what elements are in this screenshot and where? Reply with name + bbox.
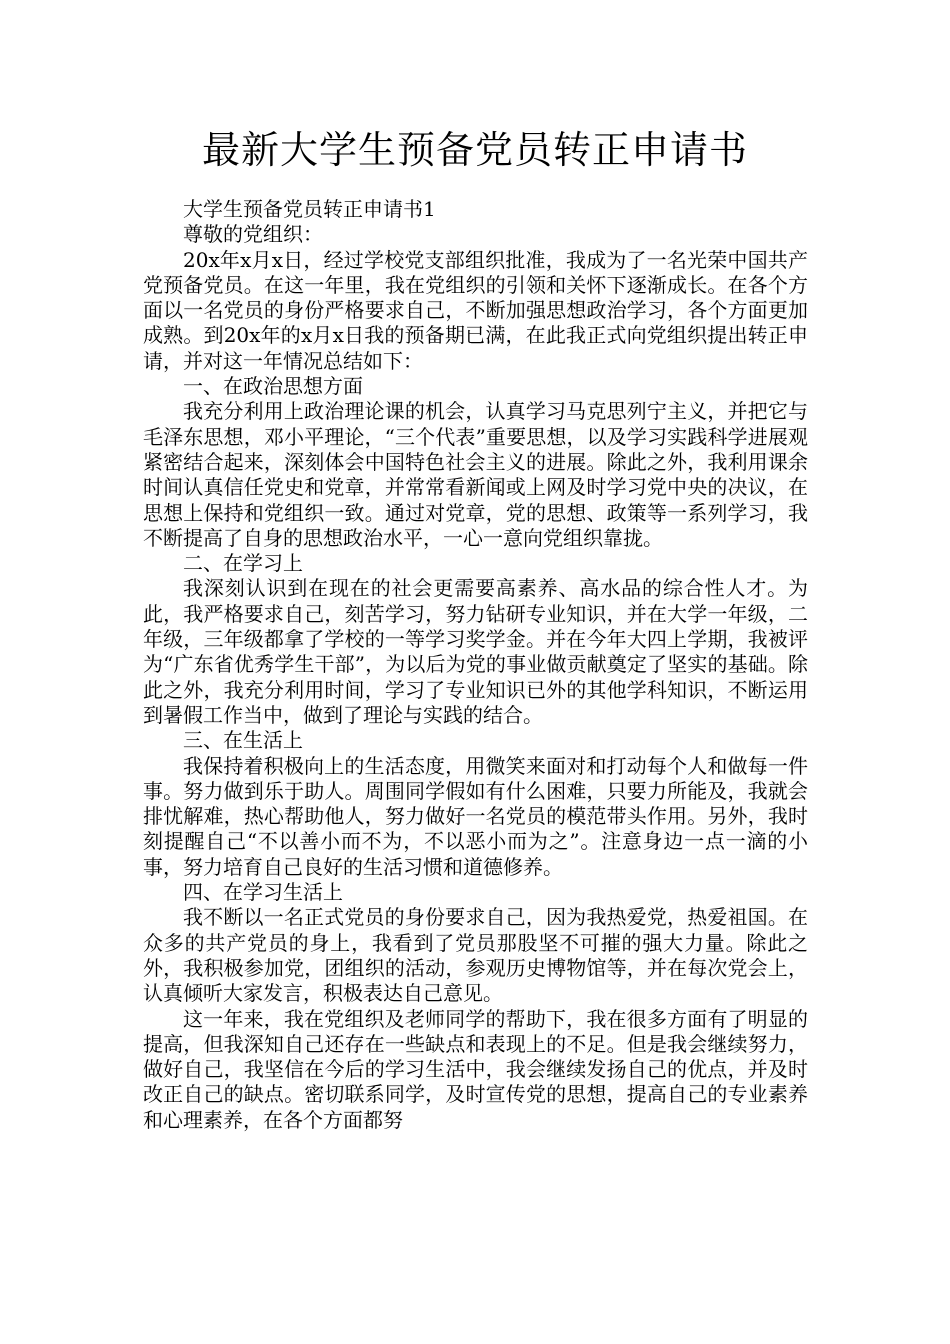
paragraph-summary: 这一年来，我在党组织及老师同学的帮助下，我在很多方面有了明显的提高，但我深知自己还存在一些缺点和表现上的不足。但是我会继续努力，做好自己，我坚信在今后的学习生活中，我会继续发扬自己的优点，并及时改正自己的缺点。密切联系同学，及时宣传党的思想，提高自己的专业素养和心理素养，在各个方面都努 xyxy=(143,1006,808,1132)
heading-study: 二、在学习上 xyxy=(183,551,303,576)
paragraph-life: 我保持着积极向上的生活态度，用微笑来面对和打动每个人和做每一件事。努力做到乐于助人。周围同学假如有什么困难，只要力所能及，我就会排忧解难，热心帮助他人，努力做好一名党员的模范带头作用。另外，我时刻提醒自己“不以善小而不为，不以恶小而为之”。注意身边一点一滴的小事，努力培育自己良好的生活习惯和道德修养。 xyxy=(143,753,808,879)
document-title: 最新大学生预备党员转正申请书 xyxy=(201,128,748,172)
paragraph-study-life: 我不断以一名正式党员的身份要求自己，因为我热爱党，热爱祖国。在众多的共产党员的身上，我看到了党员那股坚不可摧的强大力量。除此之外，我积极参加党，团组织的活动，参观历史博物馆等，并在每次党会上，认真倾听大家发言，积极表达自己意见。 xyxy=(143,905,808,1006)
heading-study-life: 四、在学习生活上 xyxy=(183,880,343,905)
document-body xyxy=(143,197,808,1133)
section-subtitle: 大学生预备党员转正申请书1 xyxy=(183,197,436,221)
heading-life: 三、在生活上 xyxy=(183,728,303,753)
heading-politics: 一、在政治思想方面 xyxy=(183,374,363,399)
paragraph-intro: 20x年x月x日，经过学校党支部组织批准，我成为了一名光荣中国共产党预备党员。在这一年里，我在党组织的引领和关怀下逐渐成长。在各个方面以一名党员的身份严格要求自己，不断加强思想政治学习，各个方面更加成熟。到20x年的x月x日我的预备期已满，在此我正式向党组织提出转正申请，并对这一年情况总结如下： xyxy=(143,247,808,373)
paragraph-study: 我深刻认识到在现在的社会更需要高素养、高水品的综合性人才。为此，我严格要求自己，刻苦学习，努力钻研专业知识，并在大学一年级，二年级，三年级都拿了学校的一等学习奖学金。并在今年大四上学期，我被评为“广东省优秀学生干部”，为以后为党的事业做贡献奠定了坚实的基础。除此之外，我充分利用时间，学习了专业知识已外的其他学科知识，不断运用到暑假工作当中，做到了理论与实践的结合。 xyxy=(143,576,808,727)
paragraph-politics: 我充分利用上政治理论课的机会，认真学习马克思列宁主义，并把它与毛泽东思想，邓小平理论，“三个代表”重要思想，以及学习实践科学进展观紧密结合起来，深刻体会中国特色社会主义的进展。除此之外，我利用课余时间认真信任党史和党章，并常常看新闻或上网及时学习党中央的决议，在思想上保持和党组织一致。通过对党章，党的思想、政策等一系列学习，我不断提高了自身的思想政治水平，一心一意向党组织靠拢。 xyxy=(143,399,808,550)
salutation: 尊敬的党组织： xyxy=(183,222,323,247)
